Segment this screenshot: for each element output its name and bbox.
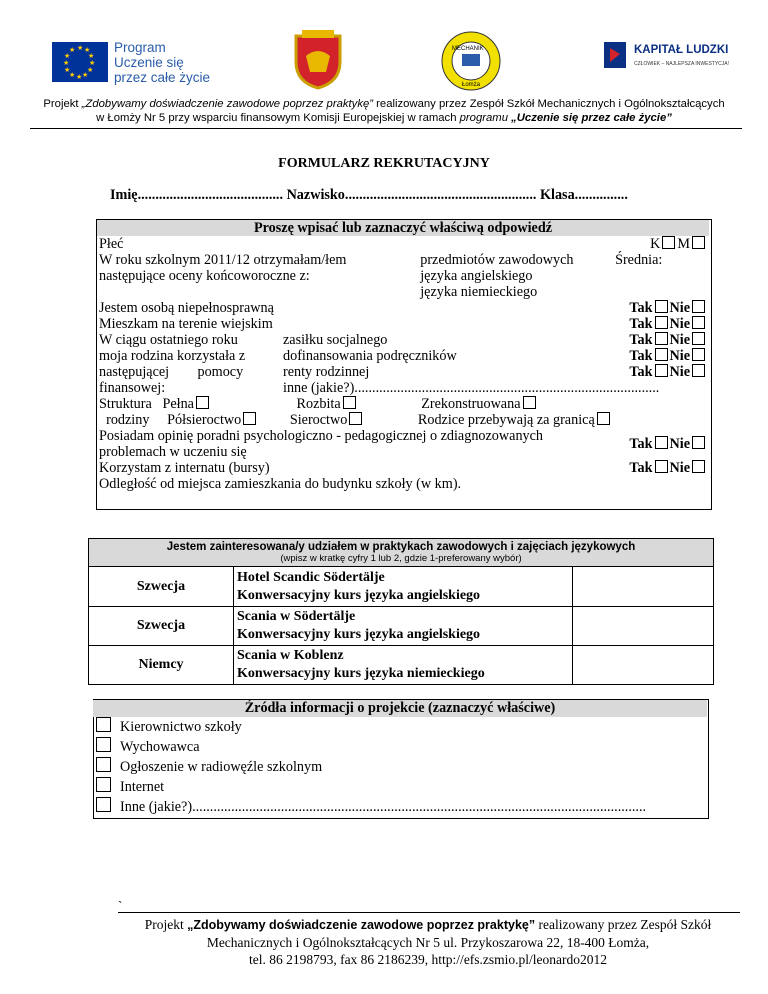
oceny-label-1: W roku szkolnym 2011/12 otrzymałam/łem xyxy=(99,252,347,268)
tak-checkbox[interactable] xyxy=(655,460,668,473)
eu-program-logo xyxy=(52,40,222,84)
zrodla-checkbox[interactable] xyxy=(96,737,111,752)
praktyki-kraj: Szwecja xyxy=(89,607,234,646)
m-label: M xyxy=(677,236,690,252)
project-header xyxy=(0,97,768,125)
zrekon-checkbox[interactable] xyxy=(523,396,536,409)
form-heading: Proszę wpisać lub zaznaczyć właściwą odpowiedź xyxy=(97,220,709,236)
praktyki-line1: Scania w Koblenz xyxy=(237,648,344,663)
rodziny-label: rodziny xyxy=(106,412,150,428)
praktyki-table xyxy=(88,538,714,685)
m-checkbox[interactable] xyxy=(692,236,705,249)
polsier-label: Półsieroctwo xyxy=(167,412,242,428)
opinia-line1: Posiadam opinię poradni psychologiczno - pedagogicznej o zdiagnozowanych xyxy=(99,428,544,444)
zrodla-table xyxy=(93,700,707,817)
header-line2a: w Łomży Nr 5 przy wsparciu finansowym Komisji Europejskiej w ramach xyxy=(96,112,460,124)
nie-label: Nie xyxy=(669,348,690,364)
svg-text:★: ★ xyxy=(89,59,96,67)
polsier-checkbox[interactable] xyxy=(243,412,256,425)
kapital-star-icon xyxy=(600,38,630,72)
praktyki-kraj: Niemcy xyxy=(89,646,234,685)
header-program-name: „Uczenie się przez całe życie” xyxy=(511,112,672,124)
footer-p3: realizowany przez Zespół Szkół xyxy=(535,917,712,932)
nie-label: Nie xyxy=(669,436,690,452)
nie-checkbox[interactable] xyxy=(692,364,705,377)
opinia-options xyxy=(613,428,709,460)
header-line2b: programu xyxy=(459,112,512,124)
oceny-label-2: następujące oceny końcoworoczne z: xyxy=(99,268,310,284)
praktyki-opis xyxy=(234,607,573,646)
inne-field[interactable]: inne (jakie?)...................................................................................... xyxy=(283,380,660,396)
pomoc-label-4: finansowej: xyxy=(99,380,166,396)
eu-flag-icon xyxy=(52,42,108,82)
svg-text:★: ★ xyxy=(88,52,95,60)
niepelno-label: Jestem osobą niepełnosprawną xyxy=(99,300,274,316)
footer-p1: Projekt xyxy=(144,917,188,932)
rozbita-label: Rozbita xyxy=(296,396,341,412)
zrodla-checkbox[interactable] xyxy=(96,777,111,792)
nie-checkbox[interactable] xyxy=(692,348,705,361)
tak-checkbox[interactable] xyxy=(655,316,668,329)
wies-options xyxy=(613,316,709,332)
header-text-1: Projekt xyxy=(43,98,82,110)
praktyki-opis xyxy=(234,646,573,685)
tak-checkbox[interactable] xyxy=(655,436,668,449)
nazwisko-field[interactable]: Nazwisko...................................................... xyxy=(286,187,537,203)
nie-label: Nie xyxy=(669,460,690,476)
granica-checkbox[interactable] xyxy=(597,412,610,425)
zrodla-checkbox[interactable] xyxy=(96,797,111,812)
footer-contact: tel. 86 2198793, fax 86 2186239, http://efs.zsmio.pl/leonardo2012 xyxy=(248,952,608,967)
svg-text:★: ★ xyxy=(84,46,91,54)
tak-label: Tak xyxy=(629,300,653,316)
header-text-3: realizowany przez Zespół Szkół Mechanicznych i Ogólnokształcących xyxy=(373,98,725,110)
praktyki-line2: Konwersacyjny kurs języka niemieckiego xyxy=(237,666,485,681)
k-label: K xyxy=(650,236,661,252)
zrodla-inne-field[interactable]: Inne (jakie?)................................................................................................................................ xyxy=(120,798,647,815)
nie-checkbox[interactable] xyxy=(692,332,705,345)
zrekon-label: Zrekonstruowana xyxy=(421,396,521,412)
lomza-coat-of-arms xyxy=(288,28,348,95)
eu-logo-line1: Program xyxy=(114,40,166,55)
tak-checkbox[interactable] xyxy=(655,300,668,313)
plec-label: Płeć xyxy=(99,236,124,252)
internat-label: Korzystam z internatu (bursy) xyxy=(99,460,270,476)
svg-text:★: ★ xyxy=(77,44,84,52)
tak-label: Tak xyxy=(629,348,653,364)
nie-label: Nie xyxy=(669,316,690,332)
tak-checkbox[interactable] xyxy=(655,332,668,345)
odleglosc-label: Odległość od miejsca zamieszkania do budynku szkoły (w km). xyxy=(99,476,462,492)
podreczniki-label: dofinansowania podręczników xyxy=(283,348,457,364)
svg-text:★: ★ xyxy=(87,66,94,74)
pomoc-label-3: następującej pomocy xyxy=(99,364,244,380)
praktyki-choice-cell[interactable] xyxy=(573,607,714,646)
zrodla-checkbox[interactable] xyxy=(96,717,111,732)
zrodla-item: Kierownictwo szkoły xyxy=(120,718,242,735)
sier-checkbox[interactable] xyxy=(349,412,362,425)
niepelno-options xyxy=(613,300,709,316)
podreczniki-options xyxy=(613,348,709,364)
pelna-label: Pełna xyxy=(162,396,194,412)
mechanik-logo xyxy=(440,30,502,97)
zrodla-heading: Źródła informacji o projekcie (zaznaczyć właściwe) xyxy=(93,700,707,717)
form-table xyxy=(97,220,709,492)
footer-divider xyxy=(118,912,740,913)
svg-text:★: ★ xyxy=(63,59,70,67)
svg-text:★: ★ xyxy=(64,52,71,60)
wies-label: Mieszkam na terenie wiejskim xyxy=(99,316,273,332)
zrodla-item: Ogłoszenie w radiowęźle szkolnym xyxy=(120,758,323,775)
praktyki-opis xyxy=(234,567,573,607)
zasilek-label: zasiłku socjalnego xyxy=(283,332,388,348)
tak-label: Tak xyxy=(629,460,653,476)
struktura-row-1 xyxy=(97,396,709,412)
praktyki-line1: Scania w Södertälje xyxy=(237,609,356,624)
zrodla-item: Wychowawca xyxy=(120,738,200,755)
plec-options xyxy=(613,236,709,252)
srednia-label: Średnia: xyxy=(615,252,663,268)
tak-label: Tak xyxy=(629,364,653,380)
nie-label: Nie xyxy=(669,364,690,380)
tak-label: Tak xyxy=(629,316,653,332)
svg-text:★: ★ xyxy=(69,71,76,79)
k-checkbox[interactable] xyxy=(662,236,675,249)
tak-label: Tak xyxy=(629,436,653,452)
kapital-title: KAPITAŁ LUDZKI xyxy=(634,44,729,56)
tak-checkbox[interactable] xyxy=(655,348,668,361)
struktura-label: Struktura xyxy=(99,396,152,412)
zasilek-options xyxy=(613,332,709,348)
footer-project-name: „Zdobywamy doświadczenie zawodowe poprzez praktykę” xyxy=(187,918,536,932)
kapital-ludzki-logo xyxy=(600,38,740,78)
struktura-row-2 xyxy=(97,412,709,428)
granica-label: Rodzice przebywają za granicą xyxy=(417,412,595,428)
niem-label: języka niemieckiego xyxy=(420,284,538,300)
footer xyxy=(108,916,748,968)
header-project-name: „Zdobywamy doświadczenie zawodowe poprzez praktykę” xyxy=(81,98,374,110)
pelna-checkbox[interactable] xyxy=(196,396,209,409)
nie-checkbox[interactable] xyxy=(692,460,705,473)
zrodla-checkbox[interactable] xyxy=(96,757,111,772)
praktyki-sub: (wpisz w kratkę cyfry 1 lub 2, gdzie 1-preferowany wybór) xyxy=(280,553,522,564)
footer-tick: ` xyxy=(118,898,123,913)
svg-text:★: ★ xyxy=(82,71,89,79)
mechanik-city-text: Łomża xyxy=(462,82,481,88)
footer-address: Mechanicznych i Ogólnokształcących Nr 5 ul. Przykoszarowa 22, 18-400 Łomża, xyxy=(206,935,650,950)
nie-checkbox[interactable] xyxy=(692,316,705,329)
praktyki-line2: Konwersacyjny kurs języka angielskiego xyxy=(237,587,481,603)
tak-checkbox[interactable] xyxy=(655,364,668,377)
sier-label: Sieroctwo xyxy=(289,412,348,428)
imie-field[interactable]: Imię......................................... xyxy=(110,187,284,203)
ang-label: języka angielskiego xyxy=(420,268,533,284)
tak-label: Tak xyxy=(629,332,653,348)
nie-label: Nie xyxy=(669,300,690,316)
header-divider xyxy=(30,128,742,129)
praktyki-line1: Hotel Scandic Södertälje xyxy=(237,569,385,585)
svg-text:★: ★ xyxy=(76,73,83,81)
svg-text:★: ★ xyxy=(64,66,71,74)
personal-fields xyxy=(110,187,628,204)
mechanik-ring-text: MECHANIK xyxy=(452,46,484,52)
praktyki-line2: Konwersacyjny kurs języka angielskiego xyxy=(237,627,481,642)
praktyki-heading: Jestem zainteresowana/y udziałem w praktykach zawodowych i zajęciach językowych xyxy=(166,541,636,553)
renty-options xyxy=(613,364,709,380)
pomoc-label-2: moja rodzina korzystała z xyxy=(99,348,246,364)
klasa-field[interactable]: Klasa............... xyxy=(539,187,628,203)
internat-options xyxy=(613,460,709,476)
nie-checkbox[interactable] xyxy=(692,300,705,313)
nie-label: Nie xyxy=(669,332,690,348)
page-title: FORMULARZ REKRUTACYJNY xyxy=(278,156,490,171)
renty-label: renty rodzinnej xyxy=(283,364,370,380)
praktyki-choice-cell[interactable] xyxy=(573,567,714,607)
svg-text:★: ★ xyxy=(69,46,76,54)
opinia-label xyxy=(97,428,613,460)
eu-logo-line2: Uczenie się xyxy=(114,55,184,70)
kapital-subtitle: CZŁOWIEK – NAJLEPSZA INWESTYCJA! xyxy=(634,61,730,67)
opinia-line2: problemach w uczeniu się xyxy=(99,444,247,460)
zrodla-item: Internet xyxy=(120,778,165,795)
praktyki-kraj: Szwecja xyxy=(89,567,234,607)
przedmioty-label: przedmiotów zawodowych xyxy=(420,252,574,268)
praktyki-choice-cell[interactable] xyxy=(573,646,714,685)
eu-logo-line3: przez całe życie xyxy=(114,70,211,85)
pomoc-label-1: W ciągu ostatniego roku xyxy=(99,332,238,348)
nie-checkbox[interactable] xyxy=(692,436,705,449)
rozbita-checkbox[interactable] xyxy=(343,396,356,409)
